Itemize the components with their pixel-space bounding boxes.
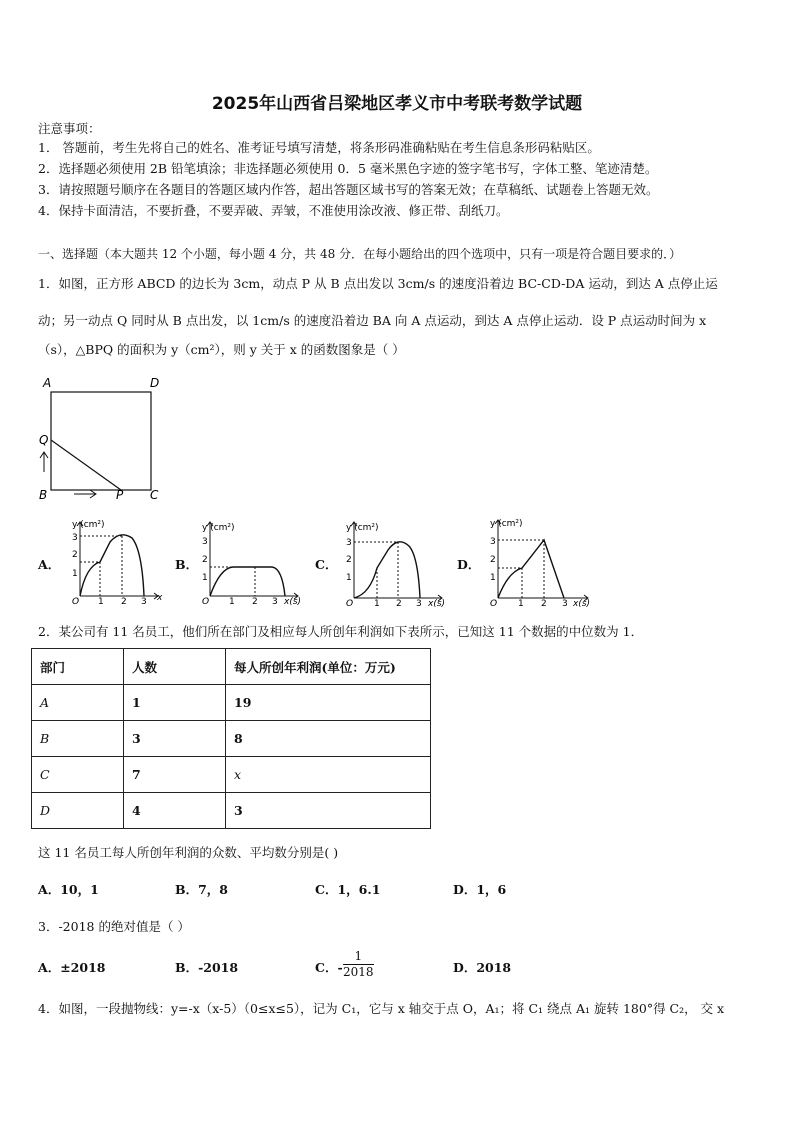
svg-text:y (cm²): y (cm²) [490,519,523,529]
q3-option-a[interactable]: A．±2018 [38,960,106,975]
svg-text:O: O [346,599,354,608]
svg-text:1: 1 [346,573,352,583]
svg-text:2: 2 [396,599,402,608]
svg-text:x(s): x(s) [284,597,302,607]
vertex-b: B [39,488,48,502]
table-header-row [32,649,431,685]
profit-table [31,648,431,829]
svg-text:1: 1 [374,599,380,608]
q2-option-c[interactable]: C．1，6.1 [315,882,381,897]
svg-text:3: 3 [141,597,147,606]
graph-b [190,516,308,608]
svg-text:1: 1 [229,597,235,607]
table-header: 人数 [124,649,226,685]
table-cell: 7 [124,757,226,793]
q2-option-b[interactable]: B．7，8 [175,882,228,897]
page-title: 2025年山西省吕梁地区孝义市中考联考数学试题 [211,94,583,114]
q3-option-c[interactable]: C．- [315,960,343,975]
table-header: 部门 [32,649,124,685]
svg-text:2: 2 [490,555,496,565]
svg-text:2: 2 [72,550,78,560]
vertex-d: D [150,376,160,390]
table-row [32,685,431,721]
graph-d [478,514,598,608]
q1-line-3: （s），△BPQ 的面积为 y（cm²），则 y 关于 x 的函数图象是（ ） [38,342,405,357]
point-q: Q [39,433,49,447]
q2-option-d[interactable]: D．1，6 [453,882,507,897]
q1-option-c-label[interactable]: C． [315,557,338,572]
section-heading: 一、选择题（本大题共 12 个小题，每小题 4 分，共 48 分．在每小题给出的四个选项中，只有一项是符合题目要求的．） [38,247,682,261]
svg-text:3: 3 [272,597,278,607]
svg-text:2: 2 [202,555,208,565]
table-row [32,721,431,757]
q2-option-a[interactable]: A．10，1 [38,882,99,897]
table-cell: 19 [226,685,431,721]
table-row [32,793,431,829]
svg-text:2: 2 [541,599,547,608]
q4-stem: 4．如图，一段抛物线：y=-x（x-5）（0≤x≤5），记为 C₁，它与 x 轴交于点 O，A₁；将 C₁ 绕点 A₁ 旋转 180°得 C₂， 交 x [38,1001,725,1016]
fraction-numerator: 1 [343,949,374,965]
svg-text:y (cm²): y (cm²) [202,523,235,533]
table-cell: x [226,757,431,793]
svg-text:1: 1 [518,599,524,608]
point-p: P [116,488,124,502]
q3-option-b[interactable]: B．-2018 [175,960,239,975]
svg-text:3: 3 [72,533,78,543]
svg-text:2: 2 [252,597,258,607]
q1-option-a-label[interactable]: A． [38,557,61,572]
svg-text:O: O [72,597,80,606]
note-item-3: 3．请按照题号顺序在各题目的答题区域内作答，超出答题区域书写的答案无效；在草稿纸、试题卷上答题无效。 [38,182,659,197]
q1-option-d-label[interactable]: D． [457,557,481,572]
table-cell: A [32,685,124,721]
table-row [32,757,431,793]
square-figure [34,372,174,504]
vertex-c: C [150,488,159,502]
q1-line-2: 动；另一动点 Q 同时从 B 点出发，以 1cm/s 的速度沿着边 BA 向 A 点运动，到达 A 点停止运动．设 P 点运动时间为 x [38,313,707,328]
svg-text:2: 2 [121,597,127,606]
table-cell: B [32,721,124,757]
note-item-2: 2．选择题必须使用 2B 铅笔填涂；非选择题必须使用 0．5 毫米黑色字迹的签字笔书写，字体工整、笔迹清楚。 [38,161,658,176]
svg-text:1: 1 [72,569,78,579]
q3-stem: 3．-2018 的绝对值是（ ） [38,919,190,934]
svg-text:3: 3 [346,538,352,548]
svg-text:O: O [490,599,498,608]
svg-text:3: 3 [490,537,496,547]
table-cell: 3 [226,793,431,829]
svg-text:1: 1 [490,573,496,583]
svg-text:x(s): x(s) [573,599,591,608]
svg-text:1: 1 [202,573,208,583]
fraction-denominator: 2018 [343,965,374,979]
q2-question: 这 11 名员工每人所创年利润的众数、平均数分别是( ) [38,845,339,860]
notes-heading: 注意事项： [38,121,101,136]
graph-a [58,516,168,606]
q1-line-1: 1．如图，正方形 ABCD 的边长为 3cm，动点 P 从 B 点出发以 3cm/s 的速度沿着边 BC-CD-DA 运动，到达 A 点停止运 [38,276,718,291]
svg-text:3: 3 [202,537,208,547]
table-cell: 3 [124,721,226,757]
table-cell: 1 [124,685,226,721]
svg-text:y (cm²): y (cm²) [346,523,379,533]
q2-stem: 2．某公司有 11 名员工，他们所在部门及相应每人所创年利润如下表所示，已知这 11 个数据的中位数为 1． [38,624,644,639]
svg-text:2: 2 [346,555,352,565]
svg-text:1: 1 [98,597,104,606]
q3-fraction [343,949,374,980]
table-cell: 8 [226,721,431,757]
svg-text:x(s): x(s) [428,599,446,608]
svg-text:3: 3 [416,599,422,608]
svg-text:3: 3 [562,599,568,608]
vertex-a: A [43,376,52,390]
svg-text:y (cm²): y (cm²) [72,520,105,530]
note-item-1: 1． 答题前，考生先将自己的姓名、准考证号填写清楚，将条形码准确粘贴在考生信息条形码粘贴区。 [38,140,600,155]
table-cell: 4 [124,793,226,829]
table-cell: C [32,757,124,793]
svg-text:O: O [202,597,210,607]
q1-option-b-label[interactable]: B． [175,557,199,572]
svg-text:x: x [157,593,163,603]
table-header: 每人所创年利润(单位：万元) [226,649,431,685]
note-item-4: 4．保持卡面清洁，不要折叠，不要弄破、弄皱，不准使用涂改液、修正带、刮纸刀。 [38,203,509,218]
graph-c [334,516,452,608]
table-cell: D [32,793,124,829]
q3-option-d[interactable]: D．2018 [453,960,512,975]
